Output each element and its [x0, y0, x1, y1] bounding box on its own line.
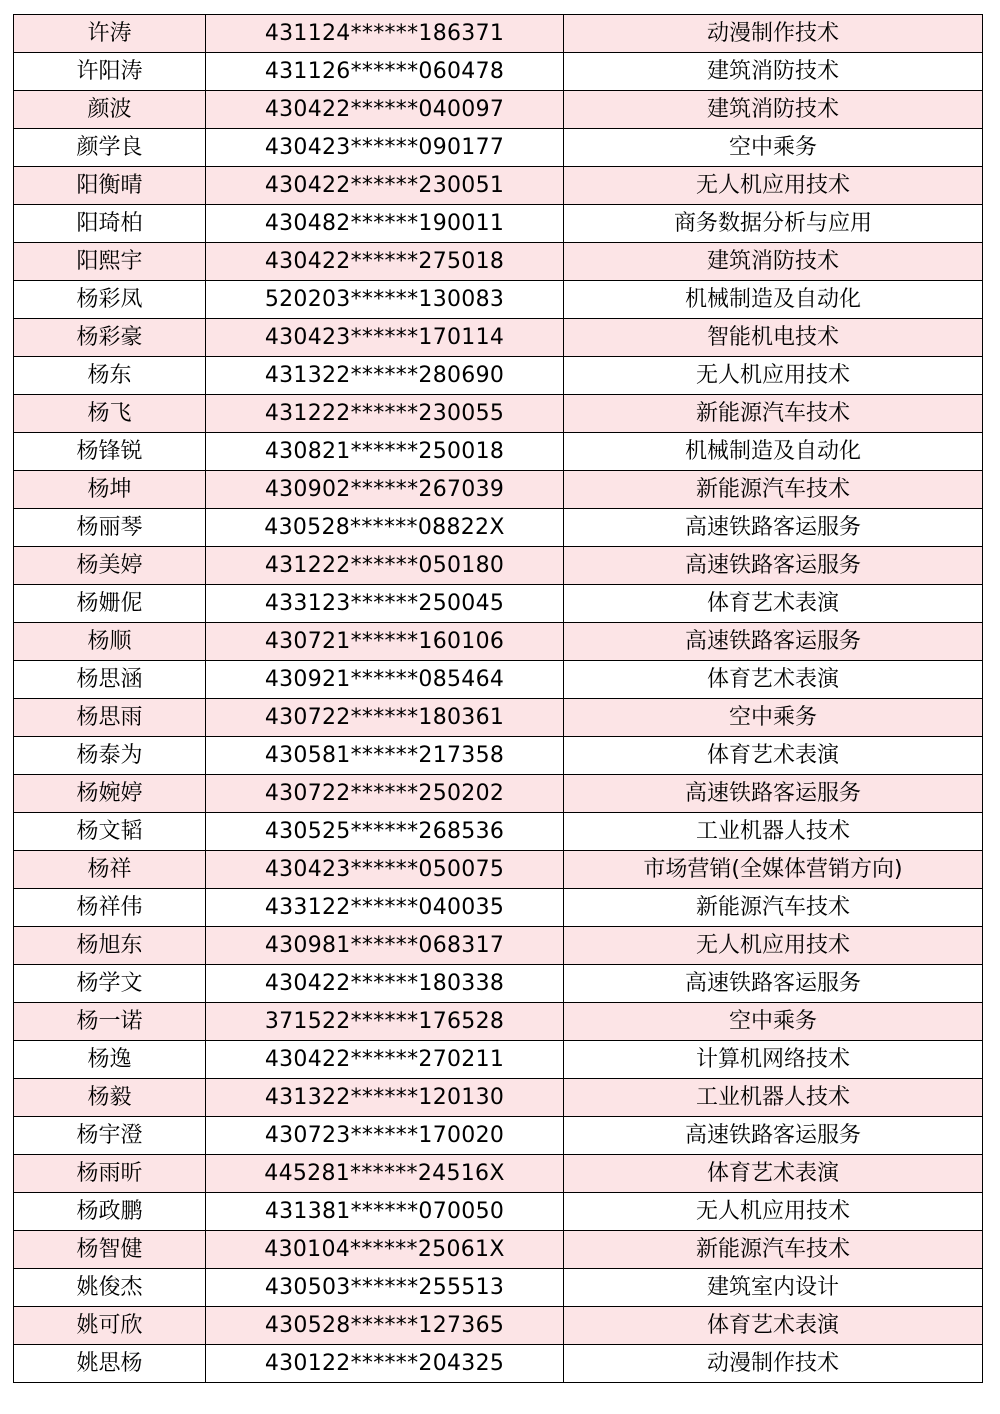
- student-name-cell: 杨彩凤: [14, 281, 206, 319]
- table-row: [14, 737, 983, 775]
- table-row: [14, 1307, 983, 1345]
- id-number-cell: 430422******230051: [206, 167, 564, 205]
- id-number-cell: 430722******180361: [206, 699, 564, 737]
- major-cell: 体育艺术表演: [564, 737, 983, 775]
- student-name-cell: 杨泰为: [14, 737, 206, 775]
- major-cell: 商务数据分析与应用: [564, 205, 983, 243]
- major-cell: 高速铁路客运服务: [564, 1117, 983, 1155]
- major-cell: 空中乘务: [564, 129, 983, 167]
- table-row: [14, 1079, 983, 1117]
- id-number-cell: 430503******255513: [206, 1269, 564, 1307]
- major-cell: 建筑消防技术: [564, 53, 983, 91]
- student-name-cell: 颜学良: [14, 129, 206, 167]
- major-cell: 工业机器人技术: [564, 813, 983, 851]
- major-cell: 机械制造及自动化: [564, 281, 983, 319]
- student-name-cell: 杨逸: [14, 1041, 206, 1079]
- major-cell: 建筑消防技术: [564, 91, 983, 129]
- major-cell: 新能源汽车技术: [564, 889, 983, 927]
- id-number-cell: 431381******070050: [206, 1193, 564, 1231]
- table-row: [14, 205, 983, 243]
- student-name-cell: 许涛: [14, 15, 206, 53]
- id-number-cell: 430528******08822X: [206, 509, 564, 547]
- student-name-cell: 杨思涵: [14, 661, 206, 699]
- id-number-cell: 430721******160106: [206, 623, 564, 661]
- id-number-cell: 520203******130083: [206, 281, 564, 319]
- table-row: [14, 509, 983, 547]
- id-number-cell: 445281******24516X: [206, 1155, 564, 1193]
- student-name-cell: 杨政鹏: [14, 1193, 206, 1231]
- major-cell: 无人机应用技术: [564, 357, 983, 395]
- student-name-cell: 杨毅: [14, 1079, 206, 1117]
- major-cell: 高速铁路客运服务: [564, 547, 983, 585]
- student-name-cell: 杨姗伲: [14, 585, 206, 623]
- table-row: [14, 1117, 983, 1155]
- table-row: [14, 851, 983, 889]
- table-row: [14, 243, 983, 281]
- student-name-cell: 杨锋锐: [14, 433, 206, 471]
- major-cell: 高速铁路客运服务: [564, 775, 983, 813]
- student-name-cell: 杨祥: [14, 851, 206, 889]
- student-name-cell: 阳熙宇: [14, 243, 206, 281]
- table-row: [14, 129, 983, 167]
- student-name-cell: 阳琦柏: [14, 205, 206, 243]
- student-name-cell: 姚俊杰: [14, 1269, 206, 1307]
- student-name-cell: 杨雨昕: [14, 1155, 206, 1193]
- table-row: [14, 357, 983, 395]
- id-number-cell: 430482******190011: [206, 205, 564, 243]
- student-name-cell: 杨丽琴: [14, 509, 206, 547]
- student-name-cell: 杨思雨: [14, 699, 206, 737]
- major-cell: 建筑消防技术: [564, 243, 983, 281]
- major-cell: 计算机网络技术: [564, 1041, 983, 1079]
- id-number-cell: 430423******170114: [206, 319, 564, 357]
- student-name-cell: 颜波: [14, 91, 206, 129]
- id-number-cell: 430821******250018: [206, 433, 564, 471]
- major-cell: 动漫制作技术: [564, 1345, 983, 1383]
- id-number-cell: 430104******25061X: [206, 1231, 564, 1269]
- student-name-cell: 杨一诺: [14, 1003, 206, 1041]
- id-number-cell: 430722******250202: [206, 775, 564, 813]
- id-number-cell: 433123******250045: [206, 585, 564, 623]
- student-name-cell: 杨东: [14, 357, 206, 395]
- table-row: [14, 281, 983, 319]
- id-number-cell: 430122******204325: [206, 1345, 564, 1383]
- major-cell: 新能源汽车技术: [564, 1231, 983, 1269]
- table-row: [14, 927, 983, 965]
- major-cell: 高速铁路客运服务: [564, 509, 983, 547]
- table-row: [14, 661, 983, 699]
- major-cell: 工业机器人技术: [564, 1079, 983, 1117]
- student-name-cell: 杨旭东: [14, 927, 206, 965]
- major-cell: 无人机应用技术: [564, 927, 983, 965]
- student-list-table: [13, 14, 983, 1383]
- major-cell: 建筑室内设计: [564, 1269, 983, 1307]
- table-row: [14, 965, 983, 1003]
- student-name-cell: 杨美婷: [14, 547, 206, 585]
- table-row: [14, 775, 983, 813]
- student-name-cell: 杨婉婷: [14, 775, 206, 813]
- table-row: [14, 53, 983, 91]
- major-cell: 空中乘务: [564, 699, 983, 737]
- id-number-cell: 431222******050180: [206, 547, 564, 585]
- major-cell: 体育艺术表演: [564, 1155, 983, 1193]
- major-cell: 市场营销(全媒体营销方向): [564, 851, 983, 889]
- table-row: [14, 1003, 983, 1041]
- table-row: [14, 1269, 983, 1307]
- table-row: [14, 585, 983, 623]
- table-row: [14, 623, 983, 661]
- id-number-cell: 430902******267039: [206, 471, 564, 509]
- table-row: [14, 395, 983, 433]
- student-name-cell: 姚思杨: [14, 1345, 206, 1383]
- student-name-cell: 杨彩豪: [14, 319, 206, 357]
- id-number-cell: 430422******180338: [206, 965, 564, 1003]
- table-row: [14, 91, 983, 129]
- table-row: [14, 547, 983, 585]
- id-number-cell: 430422******270211: [206, 1041, 564, 1079]
- table-row: [14, 471, 983, 509]
- major-cell: 体育艺术表演: [564, 585, 983, 623]
- id-number-cell: 430423******050075: [206, 851, 564, 889]
- major-cell: 高速铁路客运服务: [564, 623, 983, 661]
- table-row: [14, 167, 983, 205]
- id-number-cell: 430525******268536: [206, 813, 564, 851]
- table-row: [14, 15, 983, 53]
- student-name-cell: 杨宇澄: [14, 1117, 206, 1155]
- id-number-cell: 431322******120130: [206, 1079, 564, 1117]
- student-name-cell: 许阳涛: [14, 53, 206, 91]
- major-cell: 智能机电技术: [564, 319, 983, 357]
- major-cell: 无人机应用技术: [564, 1193, 983, 1231]
- table-body: [14, 15, 983, 1383]
- id-number-cell: 431222******230055: [206, 395, 564, 433]
- student-name-cell: 杨智健: [14, 1231, 206, 1269]
- student-name-cell: 杨祥伟: [14, 889, 206, 927]
- id-number-cell: 431322******280690: [206, 357, 564, 395]
- student-name-cell: 杨飞: [14, 395, 206, 433]
- table-row: [14, 889, 983, 927]
- student-name-cell: 杨文韬: [14, 813, 206, 851]
- id-number-cell: 433122******040035: [206, 889, 564, 927]
- table-row: [14, 699, 983, 737]
- table-row: [14, 1155, 983, 1193]
- table-row: [14, 433, 983, 471]
- major-cell: 机械制造及自动化: [564, 433, 983, 471]
- major-cell: 空中乘务: [564, 1003, 983, 1041]
- id-number-cell: 431126******060478: [206, 53, 564, 91]
- id-number-cell: 430422******275018: [206, 243, 564, 281]
- id-number-cell: 371522******176528: [206, 1003, 564, 1041]
- id-number-cell: 430528******127365: [206, 1307, 564, 1345]
- major-cell: 体育艺术表演: [564, 661, 983, 699]
- table-row: [14, 813, 983, 851]
- major-cell: 新能源汽车技术: [564, 471, 983, 509]
- table-row: [14, 1231, 983, 1269]
- major-cell: 动漫制作技术: [564, 15, 983, 53]
- id-number-cell: 430981******068317: [206, 927, 564, 965]
- student-name-cell: 姚可欣: [14, 1307, 206, 1345]
- table-row: [14, 1345, 983, 1383]
- table-row: [14, 319, 983, 357]
- student-name-cell: 杨顺: [14, 623, 206, 661]
- id-number-cell: 430723******170020: [206, 1117, 564, 1155]
- table-row: [14, 1193, 983, 1231]
- student-name-cell: 阳衡晴: [14, 167, 206, 205]
- major-cell: 高速铁路客运服务: [564, 965, 983, 1003]
- major-cell: 无人机应用技术: [564, 167, 983, 205]
- student-name-cell: 杨学文: [14, 965, 206, 1003]
- table-row: [14, 1041, 983, 1079]
- major-cell: 新能源汽车技术: [564, 395, 983, 433]
- major-cell: 体育艺术表演: [564, 1307, 983, 1345]
- student-name-cell: 杨坤: [14, 471, 206, 509]
- id-number-cell: 430921******085464: [206, 661, 564, 699]
- id-number-cell: 430422******040097: [206, 91, 564, 129]
- id-number-cell: 430581******217358: [206, 737, 564, 775]
- id-number-cell: 431124******186371: [206, 15, 564, 53]
- id-number-cell: 430423******090177: [206, 129, 564, 167]
